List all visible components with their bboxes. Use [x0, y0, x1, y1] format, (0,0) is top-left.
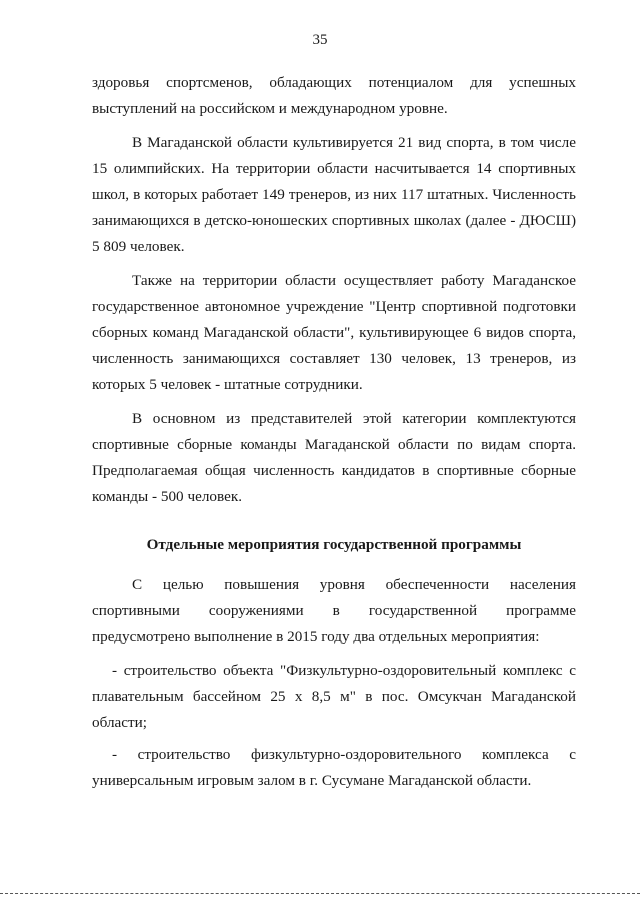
page-number: 35 [312, 32, 328, 48]
paragraph-sports-stats: В Магаданской области культивируется 21 вид спорта, в том числе 15 олимпийских. На территории области насчитывается 14 спортивных школ, в которых работает 149 тренеров, из них 117 штатных. Численность занимающихся в детско-юношеских спортивных школах (далее - ДЮСШ) 5 809 человек. [92, 134, 576, 255]
paragraph-measures-intro: С целью повышения уровня обеспеченности населения спортивными сооружениями в государственной программе предусмотрено выполнение в 2015 году два отдельных мероприятия: [92, 576, 576, 645]
paragraph-training-center: Также на территории области осуществляет работу Магаданское государственное автономное учреждение "Центр спортивной подготовки сборных команд Магаданской области", культивирующее 6 видов спорта, численность занимающихся составляет 130 человек, 13 тренеров, из которых 5 человек - штатные сотрудники. [92, 272, 576, 393]
document-body [92, 70, 576, 800]
list-item-susuman: - строительство физкультурно-оздоровительного комплекса с универсальным игровым залом в г. Сусумане Магаданской области. [92, 746, 576, 789]
list-item-omsukchan: - строительство объекта "Физкультурно-оздоровительный комплекс с плавательным бассейном 25 x 8,5 м" в пос. Омсукчан Магаданской области; [92, 662, 576, 731]
page-bottom-divider [0, 893, 640, 894]
section-heading: Отдельные мероприятия государственной программы [146, 536, 522, 553]
paragraph-national-teams: В основном из представителей этой категории комплектуются спортивные сборные команды Магаданской области по видам спорта. Предполагаемая общая численность кандидатов в спортивные сборные команды - 500 человек. [92, 410, 576, 505]
paragraph-continuation: здоровья спортсменов, обладающих потенциалом для успешных выступлений на российском и международном уровне. [92, 74, 576, 117]
